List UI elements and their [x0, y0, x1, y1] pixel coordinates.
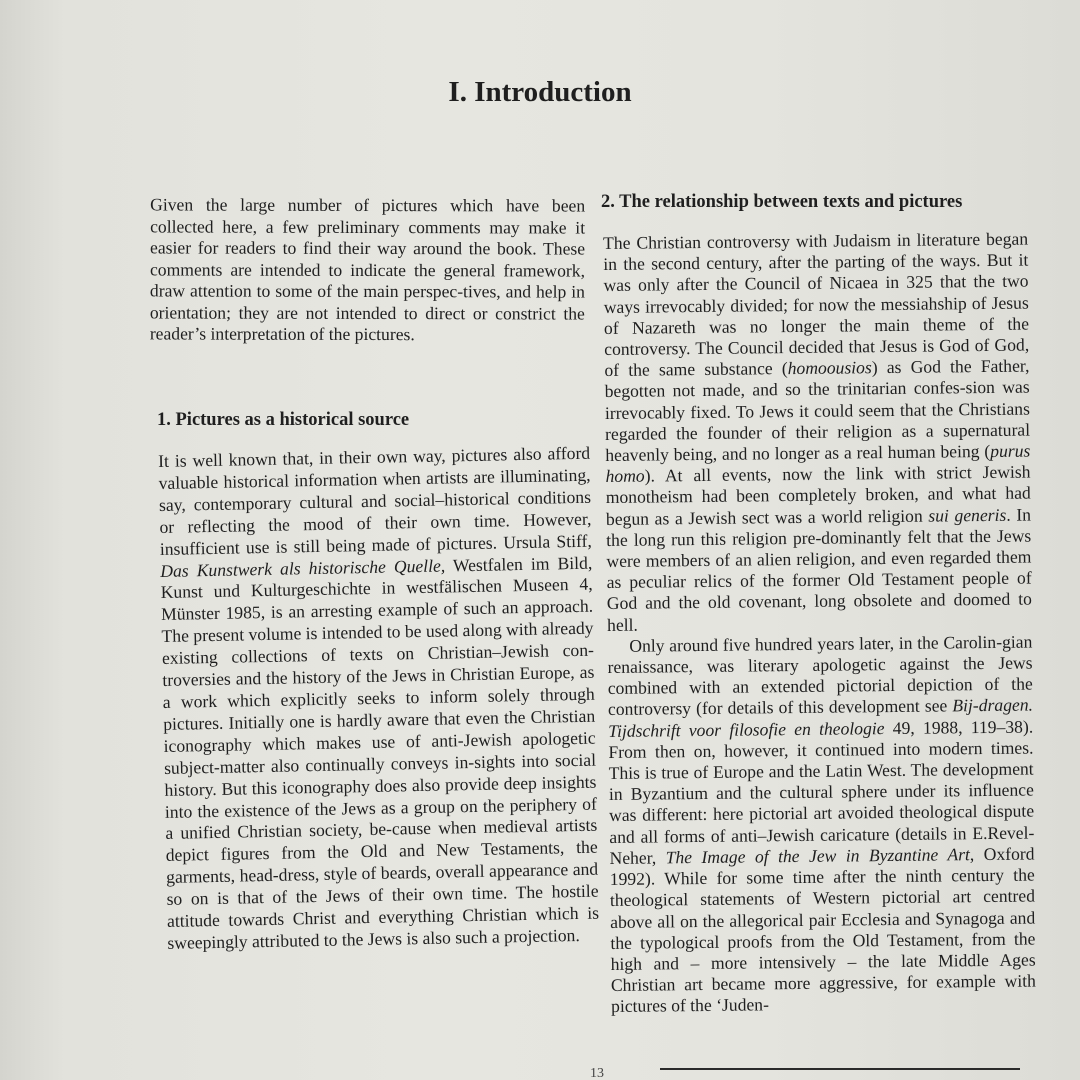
page-number: 13: [590, 1066, 604, 1080]
section1-header: [157, 408, 409, 432]
text-run-italic: The Image of the Jew in Byzantine Art: [665, 844, 970, 868]
text-run: , Oxford 1992). While for some time after the ninth century the theological statements of Western pictorial art centred above all on the allegorical pair Ecclesia and Synagoga and the typological proofs from the Old Testament, from the high and – more intensively – the late Middle Ages Christian art became more aggressive, for example with pictures of the ‘Juden-: [609, 843, 1036, 1017]
text-run: Only around five hundred years later, in the Carolin-gian renaissance, was literary apologetic against the Jews combined with an extended pictorial depiction of the controversy (for details of this development see: [607, 631, 1033, 720]
section1-paragraph: [158, 443, 600, 955]
section1-column: [158, 443, 600, 955]
text-run: It is well known that, in their own way, pictures also afford valuable historical information when artists are illuminating, say, contemporary cultural and social–historical conditions or reflecting the mood of their own time. However, insufficient use is still being made of pictures. Ursula Stiff,: [158, 442, 592, 559]
text-run-italic: sui generis: [928, 504, 1007, 526]
section2-paragraph-1: [603, 229, 1032, 636]
text-run: 49, 1988, 119–38). From then on, however, it continued into modern times. This is true of Europe and the Latin West. The development in Byzantium and the cultural sphere under its influence was different: here pictorial art avoided theological dispute and all forms of anti–Jewish caricature (details in E.Revel-Neher,: [608, 716, 1035, 868]
text-run: ) as God the Father, begotten not made, and so the trinitarian confes-sion was irrevocably fixed. To Jews it could seem that the Christians regarded the founder of their religion as a supernatural heavenly being, and no longer as a real human being (: [604, 355, 1031, 466]
text-run-italic: homoousios: [787, 357, 872, 379]
text-run-italic: purus homo: [605, 440, 1031, 487]
text-run: . In the long run this religion pre-dominantly felt that the Jews were members of an alien religion, and even regarded them as peculiar relics of the former Old Testament people of God and the old covenant, long obsolete and doomed to hell.: [606, 504, 1032, 635]
text-run-italic: Das Kunstwerk als historische Quelle,: [160, 555, 446, 581]
section2-header: [601, 190, 962, 214]
intro-paragraph: Given the large number of pictures which have been collected here, a few preliminary comments may make it easier for readers to find their way around the book. These comments are intended to indicate the general framework, draw attention to some of the main perspec-tives, and help in orientation; they are not intended to direct or constrict the reader’s interpretation of the pictures.: [149, 194, 586, 345]
section2-heading: 2. The relationship between texts and pictures: [601, 192, 963, 212]
section2-paragraph-2: [607, 631, 1036, 1017]
text-run-italic: Bij-dragen. Tijdschrift voor filosofie en theologie: [608, 694, 1034, 741]
text-run: ). At all events, now the link with strict Jewish monotheism had been completely broken, and what had begun as a Jewish sect was a world religion: [605, 461, 1031, 529]
chapter-title: I. Introduction: [448, 76, 632, 108]
section2-column: [603, 229, 1036, 1018]
text-run: Westfalen im Bild, Kunst und Kulturgeschichte in westfälischen Museen 4, Münster 1985, is an arresting example of such an approach. The present volume is intended to be used along with already existing collections of texts on Christian–Jewish con-troversies and the history of the Jews in Christian Europe, as a work which explicitly seeks to inform solely through pictures. Initially one is hardly aware that even the Christian iconography which makes use of anti-Jewish apologetic subject-matter also continually conveys in-sights into social history. But this iconography does also provide deep insights into the existence of the Jews as a group on the periphery of a unified Christian society, be-cause when medieval artists depict figures from the Old and New Testaments, the garments, head-dress, style of beards, overall appearance and so on is that of the Jews of their own time. The hostile attitude towards Christ and everything Christian which is sweepingly attributed to the Jews is also such a projection.: [160, 552, 600, 953]
section1-heading: 1. Pictures as a historical source: [157, 410, 410, 430]
text-run: The Christian controversy with Judaism in literature began in the second century, after the parting of the ways. But it was only after the Council of Nicaea in 325 that the two ways irrevocably divided; for now the messiahship of Jesus of Nazareth was no longer the main theme of the controversy. The Council decided that Jesus is God of God, of the same substance (: [603, 228, 1030, 381]
intro-column: [150, 194, 585, 346]
footer-rule: [660, 1068, 1020, 1070]
